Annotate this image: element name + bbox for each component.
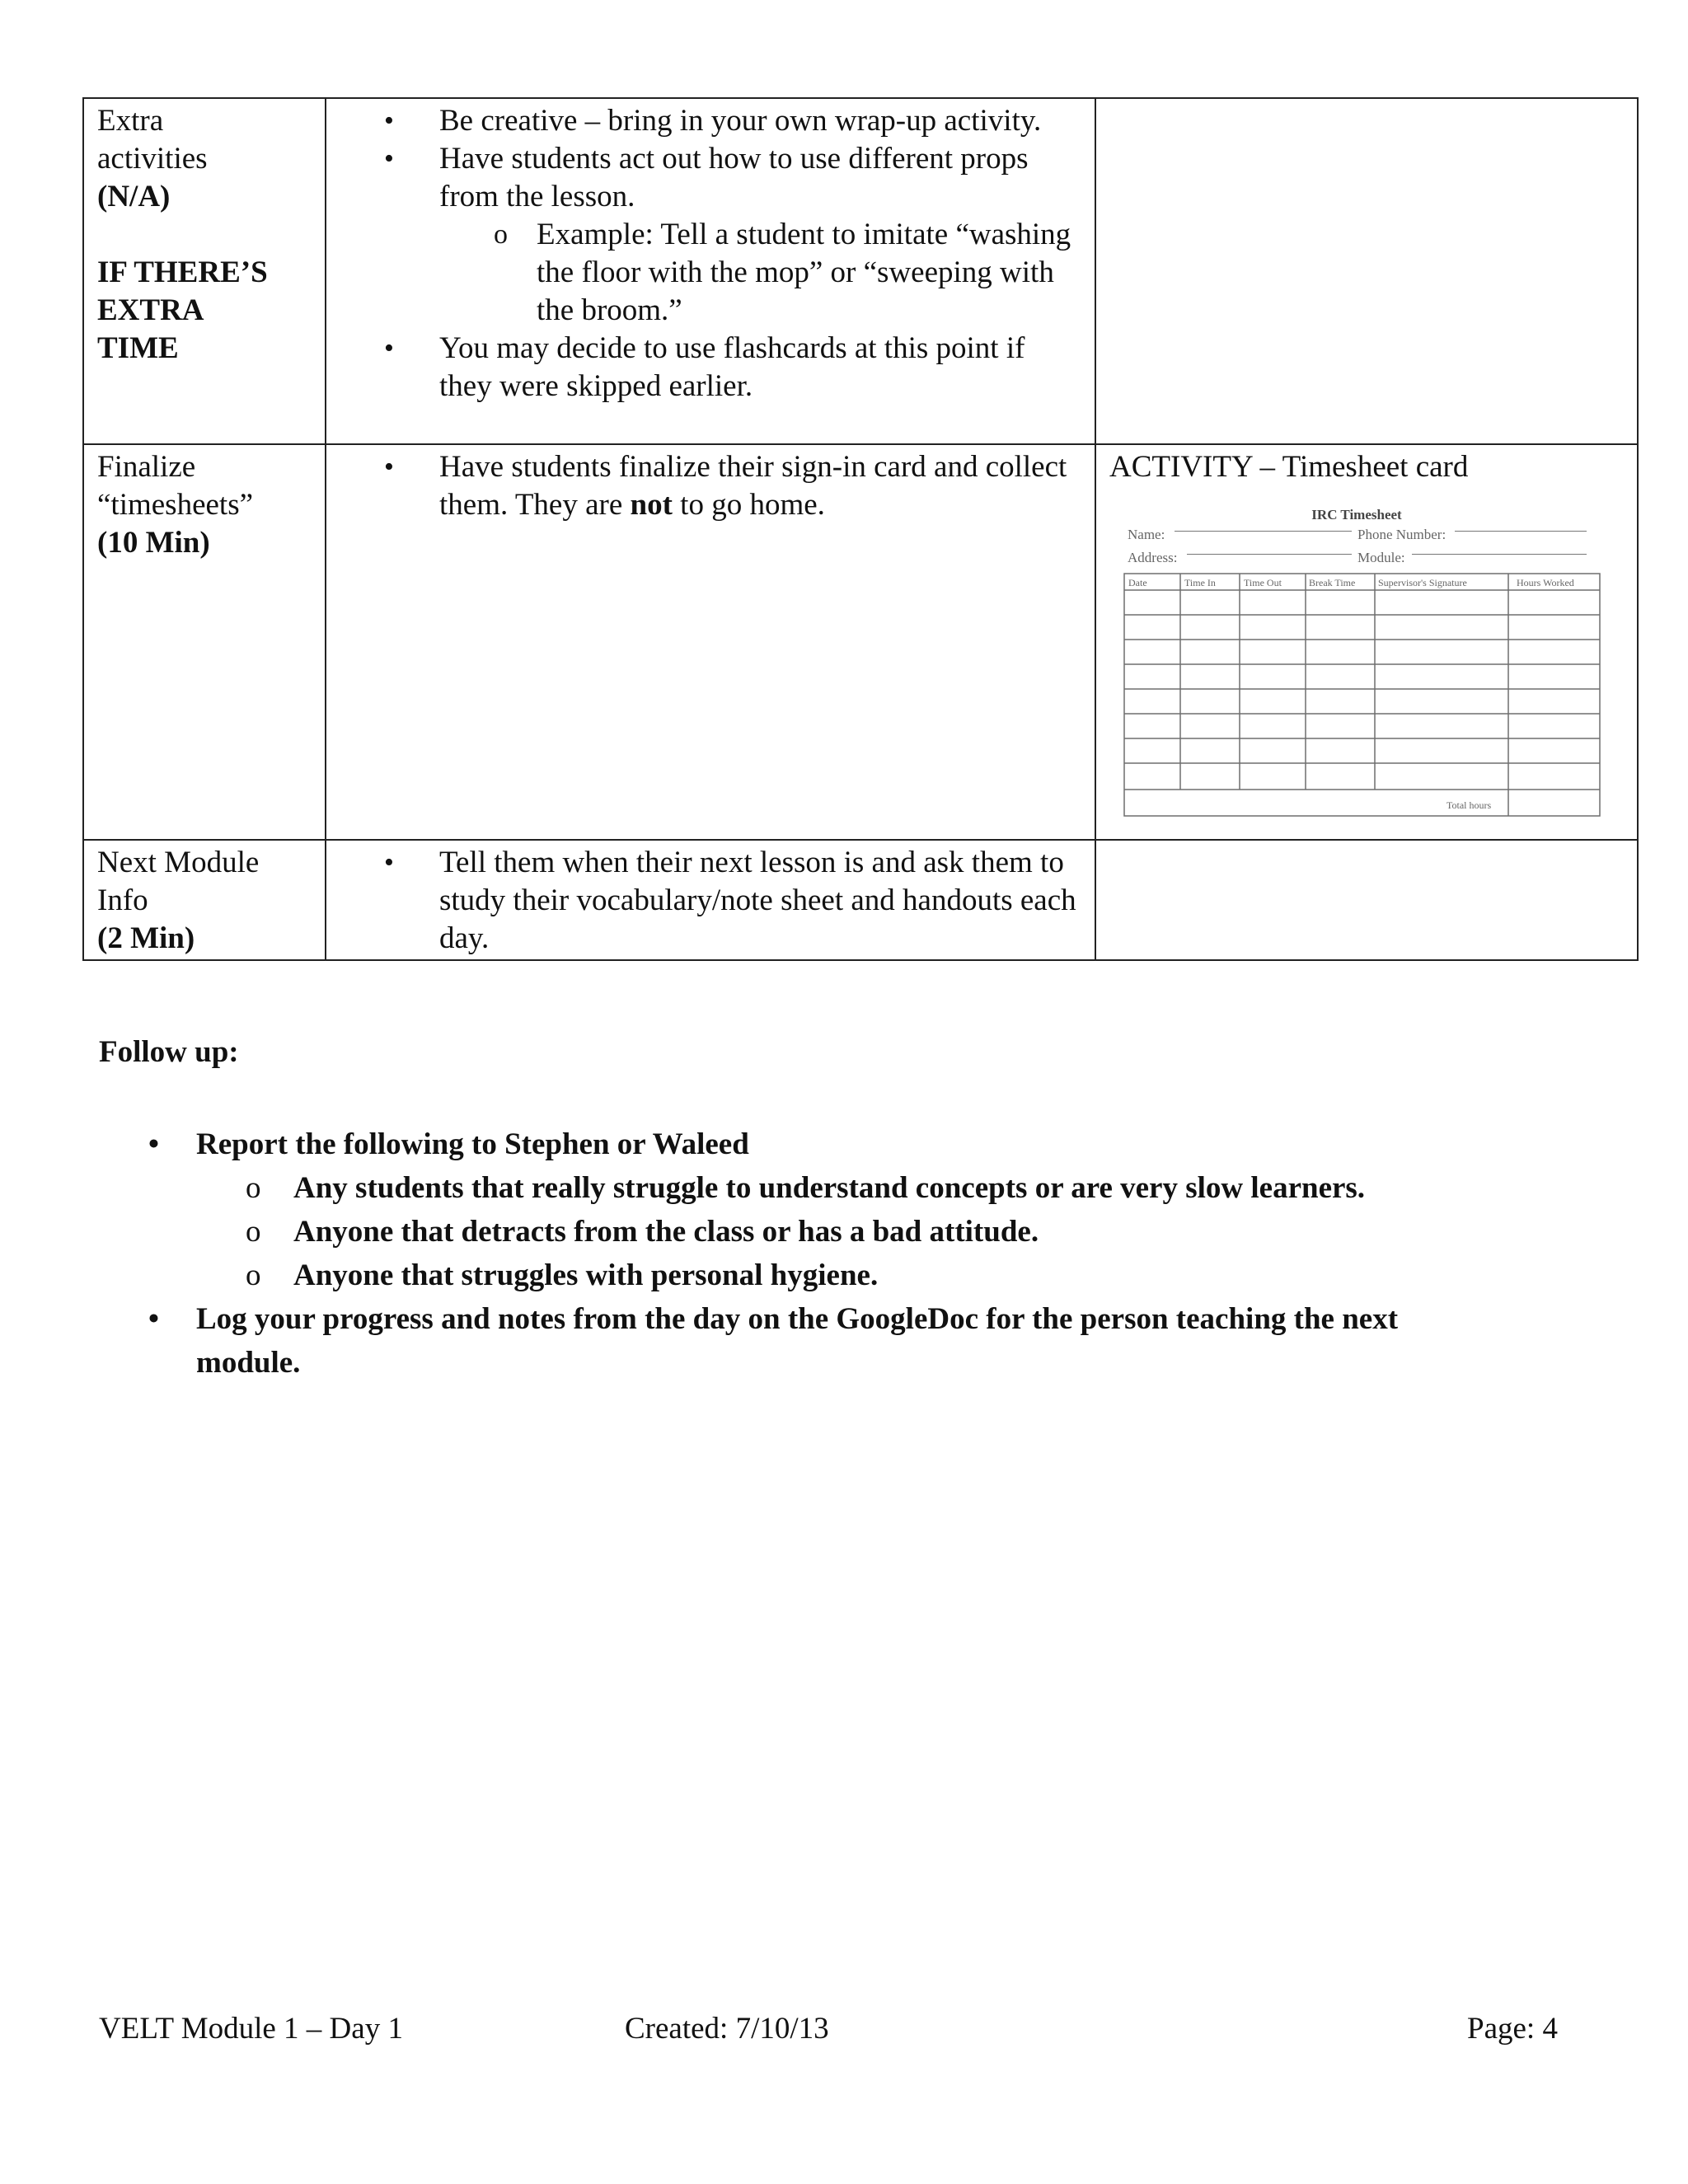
row-label-line: Next Module	[97, 846, 260, 879]
timesheet-col-header: Hours Worked	[1517, 577, 1574, 588]
timesheet-address-label: Address:	[1128, 550, 1178, 565]
resource-caption: ACTIVITY – Timesheet card	[1109, 450, 1469, 484]
list-item: • Log your progress and notes from the day on the GoogleDoc for the person teaching the next module.	[0, 1297, 1566, 1385]
follow-up-heading: Follow up:	[99, 1035, 239, 1069]
row-label-line: Info	[97, 883, 148, 917]
row-label-cell	[83, 98, 326, 444]
list-item	[326, 140, 1095, 330]
list-item: • You may decide to use flashcards at this point if they were skipped earlier.	[326, 330, 1095, 405]
timesheet-grid	[1113, 491, 1601, 837]
row-label-cell	[83, 840, 326, 960]
list-item: • Tell them when their next lesson is and ask them to study their vocabulary/note sheet and handouts each day.	[326, 844, 1095, 958]
table-row	[83, 840, 1638, 960]
list-item	[0, 1122, 1566, 1297]
footer-module: VELT Module 1 – Day 1	[99, 2012, 403, 2046]
timesheet-total-label: Total hours	[1447, 799, 1492, 811]
extra-time-heading-line: EXTRA	[97, 293, 204, 327]
timesheet-module-label: Module:	[1357, 550, 1405, 565]
timesheet-col-header: Time Out	[1244, 577, 1282, 588]
row-instructions-cell	[326, 444, 1095, 840]
follow-up-list	[0, 1122, 1566, 1385]
row-label-cell	[83, 444, 326, 840]
row-resource-cell	[1095, 444, 1638, 840]
list-item: • Be creative – bring in your own wrap-up activity.	[326, 102, 1095, 140]
list-item-text: Have students act out how to use different props from the lesson.	[439, 142, 1029, 213]
footer-created: Created: 7/10/13	[625, 2012, 829, 2046]
timesheet-col-header: Time In	[1184, 577, 1216, 588]
row-duration: (2 Min)	[97, 921, 195, 955]
sub-list-item: o Example: Tell a student to imitate “washing the floor with the mop” or “sweeping with the broom.”	[439, 216, 1078, 330]
emphasis-text: not	[630, 488, 673, 522]
timesheet-phone-label: Phone Number:	[1357, 527, 1447, 542]
sub-list-item: o Any students that really struggle to understand concepts or are very slow learners.	[196, 1166, 1566, 1210]
row-label-line: activities	[97, 142, 208, 176]
timesheet-title: IRC Timesheet	[1311, 507, 1402, 523]
row-instructions-cell	[326, 840, 1095, 960]
row-resource-cell	[1095, 840, 1638, 960]
footer-page-number: Page: 4	[1467, 2012, 1558, 2046]
timesheet-col-header: Break Time	[1309, 577, 1356, 588]
list-item	[326, 448, 1095, 524]
list-item-text: Report the following to Stephen or Waleed	[196, 1127, 749, 1161]
row-resource-cell	[1095, 98, 1638, 444]
list-item-text: Have students finalize their sign-in card and collect them. They are	[439, 450, 1067, 522]
row-duration: (N/A)	[97, 180, 171, 213]
row-label-line: Finalize	[97, 450, 196, 484]
row-duration: (10 Min)	[97, 526, 210, 560]
list-item-text: to go home.	[672, 488, 825, 522]
timesheet-name-label: Name:	[1128, 527, 1165, 542]
table-row	[83, 444, 1638, 840]
timesheet-col-header: Date	[1128, 577, 1147, 588]
extra-time-heading-line: TIME	[97, 331, 179, 365]
timesheet-card-image	[1113, 491, 1601, 837]
table-row	[83, 98, 1638, 444]
extra-time-heading-line: IF THERE’S	[97, 255, 268, 289]
row-label-line: “timesheets”	[97, 488, 254, 522]
row-instructions-cell	[326, 98, 1095, 444]
sub-list-item: o Anyone that detracts from the class or has a bad attitude.	[196, 1210, 1566, 1254]
lesson-plan-table	[82, 97, 1639, 961]
sub-list-item: o Anyone that struggles with personal hygiene.	[196, 1254, 1566, 1297]
row-label-line: Extra	[97, 104, 164, 138]
timesheet-col-header: Supervisor's Signature	[1378, 577, 1467, 588]
